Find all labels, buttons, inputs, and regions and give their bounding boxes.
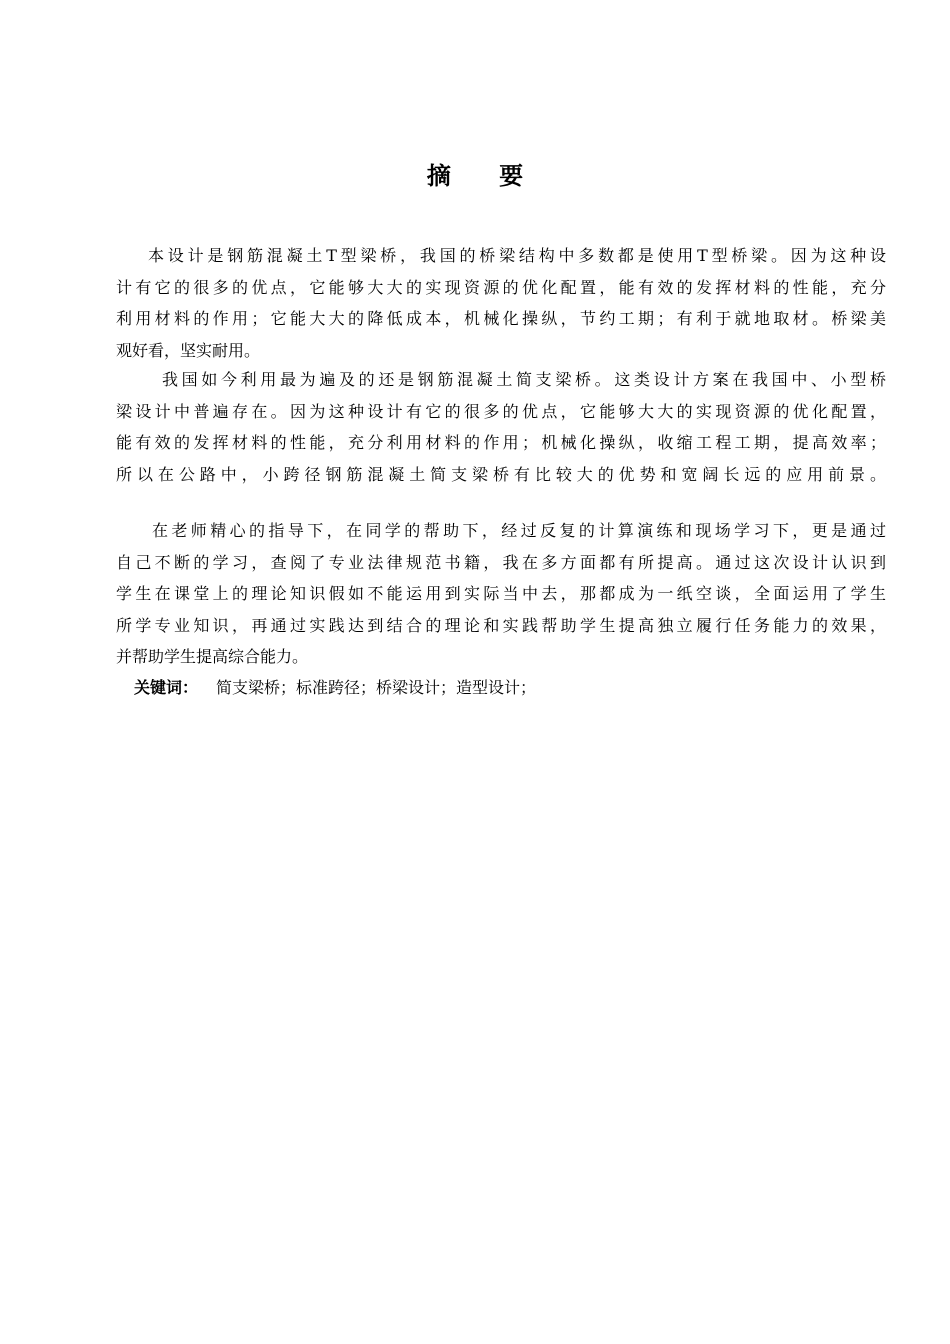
abstract-paragraph-3 [116, 515, 886, 673]
paragraph-line: 所以在公路中，小跨径钢筋混凝土简支梁桥有比较大的优势和宽阔长远的应用前景。 [116, 464, 886, 484]
keywords-label: 关键词： [134, 678, 199, 697]
paragraph-line: 观好看，坚实耐用。 [116, 340, 261, 360]
abstract-paragraph-2 [116, 364, 886, 490]
abstract-title: 摘 要 [426, 162, 544, 190]
paragraph-line: 并帮助学生提高综合能力。 [116, 647, 309, 666]
paragraph-line: 自己不断的学习，查阅了专业法律规范书籍，我在多方面都有所提高。通过这次设计认识到 [116, 552, 886, 572]
paragraph-line: 本设计是钢筋混凝土T型梁桥，我国的桥梁结构中多数都是使用T型桥梁。因为这种设 [148, 246, 886, 265]
paragraph-line: 能有效的发挥材料的性能，充分利用材料的作用；机械化操纵，收缩工程工期，提高效率； [116, 433, 886, 452]
paragraph-line: 我国如今利用最为遍及的还是钢筋混凝土简支梁桥。这类设计方案在我国中、小型桥 [162, 370, 886, 389]
paragraph-line: 学生在课堂上的理论知识假如不能运用到实际当中去，那都成为一纸空谈，全面运用了学生 [116, 584, 886, 603]
paragraph-line: 计有它的很多的优点，它能够大大的实现资源的优化配置，能有效的发挥材料的性能，充分 [116, 277, 886, 297]
abstract-paragraph-1 [116, 240, 886, 366]
paragraph-line: 所学专业知识，再通过实践达到结合的理论和实践帮助学生提高独立履行任务能力的效果， [116, 615, 886, 635]
paragraph-line: 利用材料的作用；它能大大的降低成本，机械化操纵，节约工期；有利于就地取材。桥梁美 [116, 309, 886, 328]
paragraph-line: 在老师精心的指导下，在同学的帮助下，经过反复的计算演练和现场学习下，更是通过 [152, 521, 886, 540]
paragraph-line: 梁设计中普遍存在。因为这种设计有它的很多的优点，它能够大大的实现资源的优化配置， [116, 401, 886, 421]
keywords-line [134, 672, 536, 704]
keywords-text: 简支梁桥；标准跨径；桥梁设计；造型设计； [216, 678, 537, 697]
